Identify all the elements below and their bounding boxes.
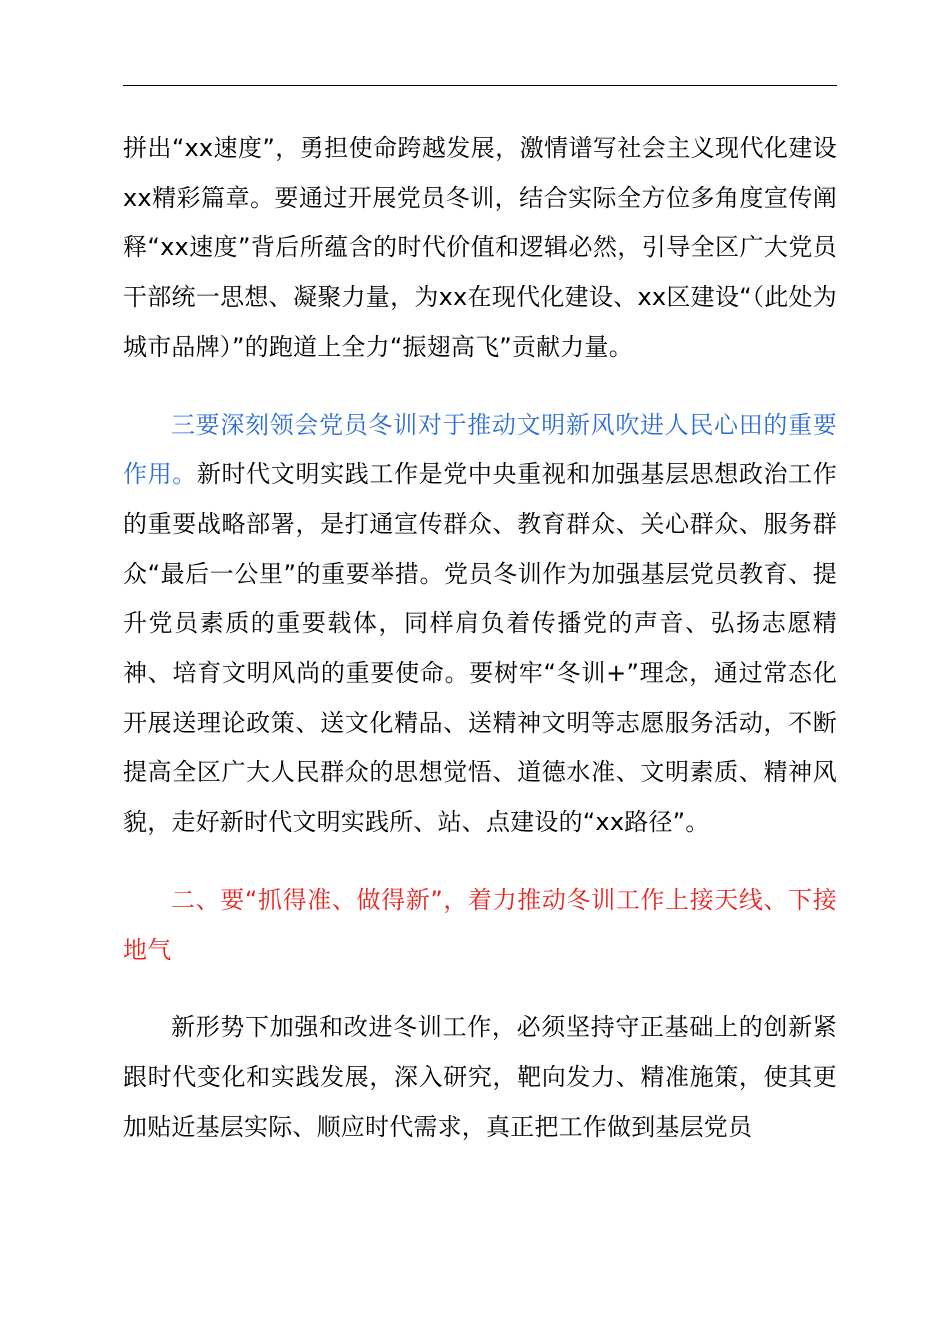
header-rule (123, 85, 837, 86)
paragraph-section-two-intro: 新形势下加强和改进冬训工作，必须坚持守正基础上的创新紧跟时代变化和实践发展，深入研究，靶向发力、精准施策，使其更加贴近基层实际、顺应时代需求，真正把工作做到基层党员 (123, 1013, 837, 1141)
document-body (123, 124, 837, 1152)
point-three-body: 新时代文明实践工作是党中央重视和加强基层思想政治工作的重要战略部署，是打通宣传群众、教育群众、关心群众、服务群众“最后一公里”的重要举措。党员冬训作为加强基层党员教育、提升党员素质的重要载体，同样肩负着传播党的声音、弘扬志愿精神、培育文明风尚的重要使命。要树牢“冬训+”理念，通过常态化开展送理论政策、送文化精品、送精神文明等志愿服务活动，不断提高全区广大人民群众的思想觉悟、道德水准、文明素质、精神风貌，走好新时代文明实践所、站、点建设的“xx路径”。 (123, 460, 837, 837)
paragraph-continued: 拼出“xx速度”，勇担使命跨越发展，激情谱写社会主义现代化建设xx精彩篇章。要通过开展党员冬训，结合实际全方位多角度宣传阐释“xx速度”背后所蕴含的时代价值和逻辑必然，引导全区广大党员干部统一思想、凝聚力量，为xx在现代化建设、xx区建设“（此处为城市品牌）”的跑道上全力“振翅高飞”贡献力量。 (123, 134, 837, 361)
point-three-heading: 三要深刻领会党员冬训对于推动文明新风吹进人民心田的重要作用。 (123, 410, 837, 489)
paragraph-point-three (123, 401, 837, 848)
section-heading-two: 二、要“抓得准、做得新”，着力推动冬训工作上接天线、下接地气 (123, 885, 837, 964)
